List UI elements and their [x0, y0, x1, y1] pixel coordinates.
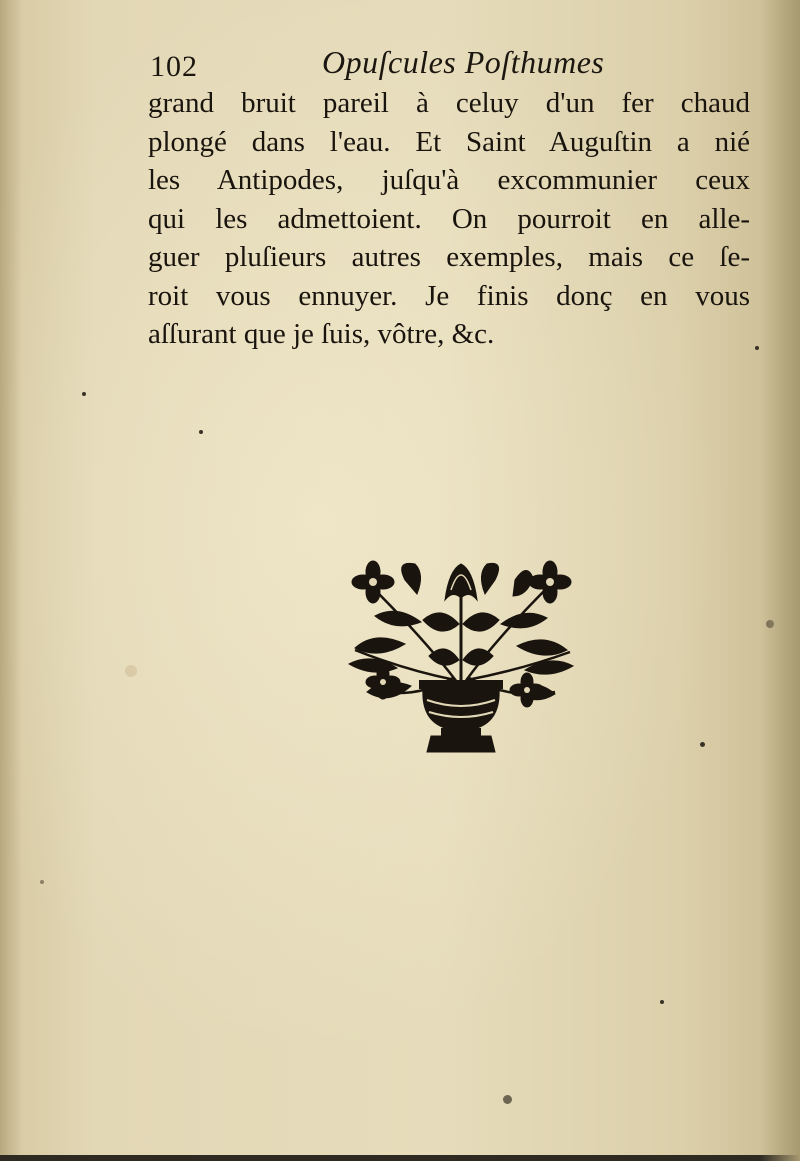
show-through-text — [150, 350, 760, 391]
text-line: guer pluſieurs autres exemples, mais ce ſe- — [148, 241, 750, 273]
page-bottom-edge — [0, 1155, 800, 1161]
paper-speck — [766, 620, 774, 628]
paper-speck — [700, 742, 705, 747]
paper-stain — [125, 665, 137, 677]
text-line: qui les admettoient. On pourroit en alle- — [148, 202, 750, 235]
page-header — [150, 44, 750, 84]
text-line: plongé dans l'eau. Et Saint Auguſtin a nié — [148, 125, 750, 158]
paper-speck — [199, 430, 203, 434]
text-line: les Antipodes, juſqu'à excommunier ceux — [148, 164, 750, 196]
flower-vase-ornament-icon — [345, 560, 577, 760]
paper-speck — [660, 1000, 664, 1004]
paper-speck — [503, 1095, 512, 1104]
body-text — [148, 84, 750, 354]
page-number: 102 — [150, 50, 198, 83]
paper-speck — [40, 880, 44, 884]
paper-speck — [82, 392, 86, 396]
text-line-closing: aſſurant que je ſuis, vôtre, &c. — [148, 318, 495, 350]
text-line: grand bruit pareil à celuy d'un fer chaud — [148, 87, 750, 119]
running-title: Opuſcules Poſthumes — [322, 44, 605, 80]
paper-speck — [755, 346, 759, 350]
text-line: roit vous ennuyer. Je finis donç en vous — [148, 279, 750, 312]
